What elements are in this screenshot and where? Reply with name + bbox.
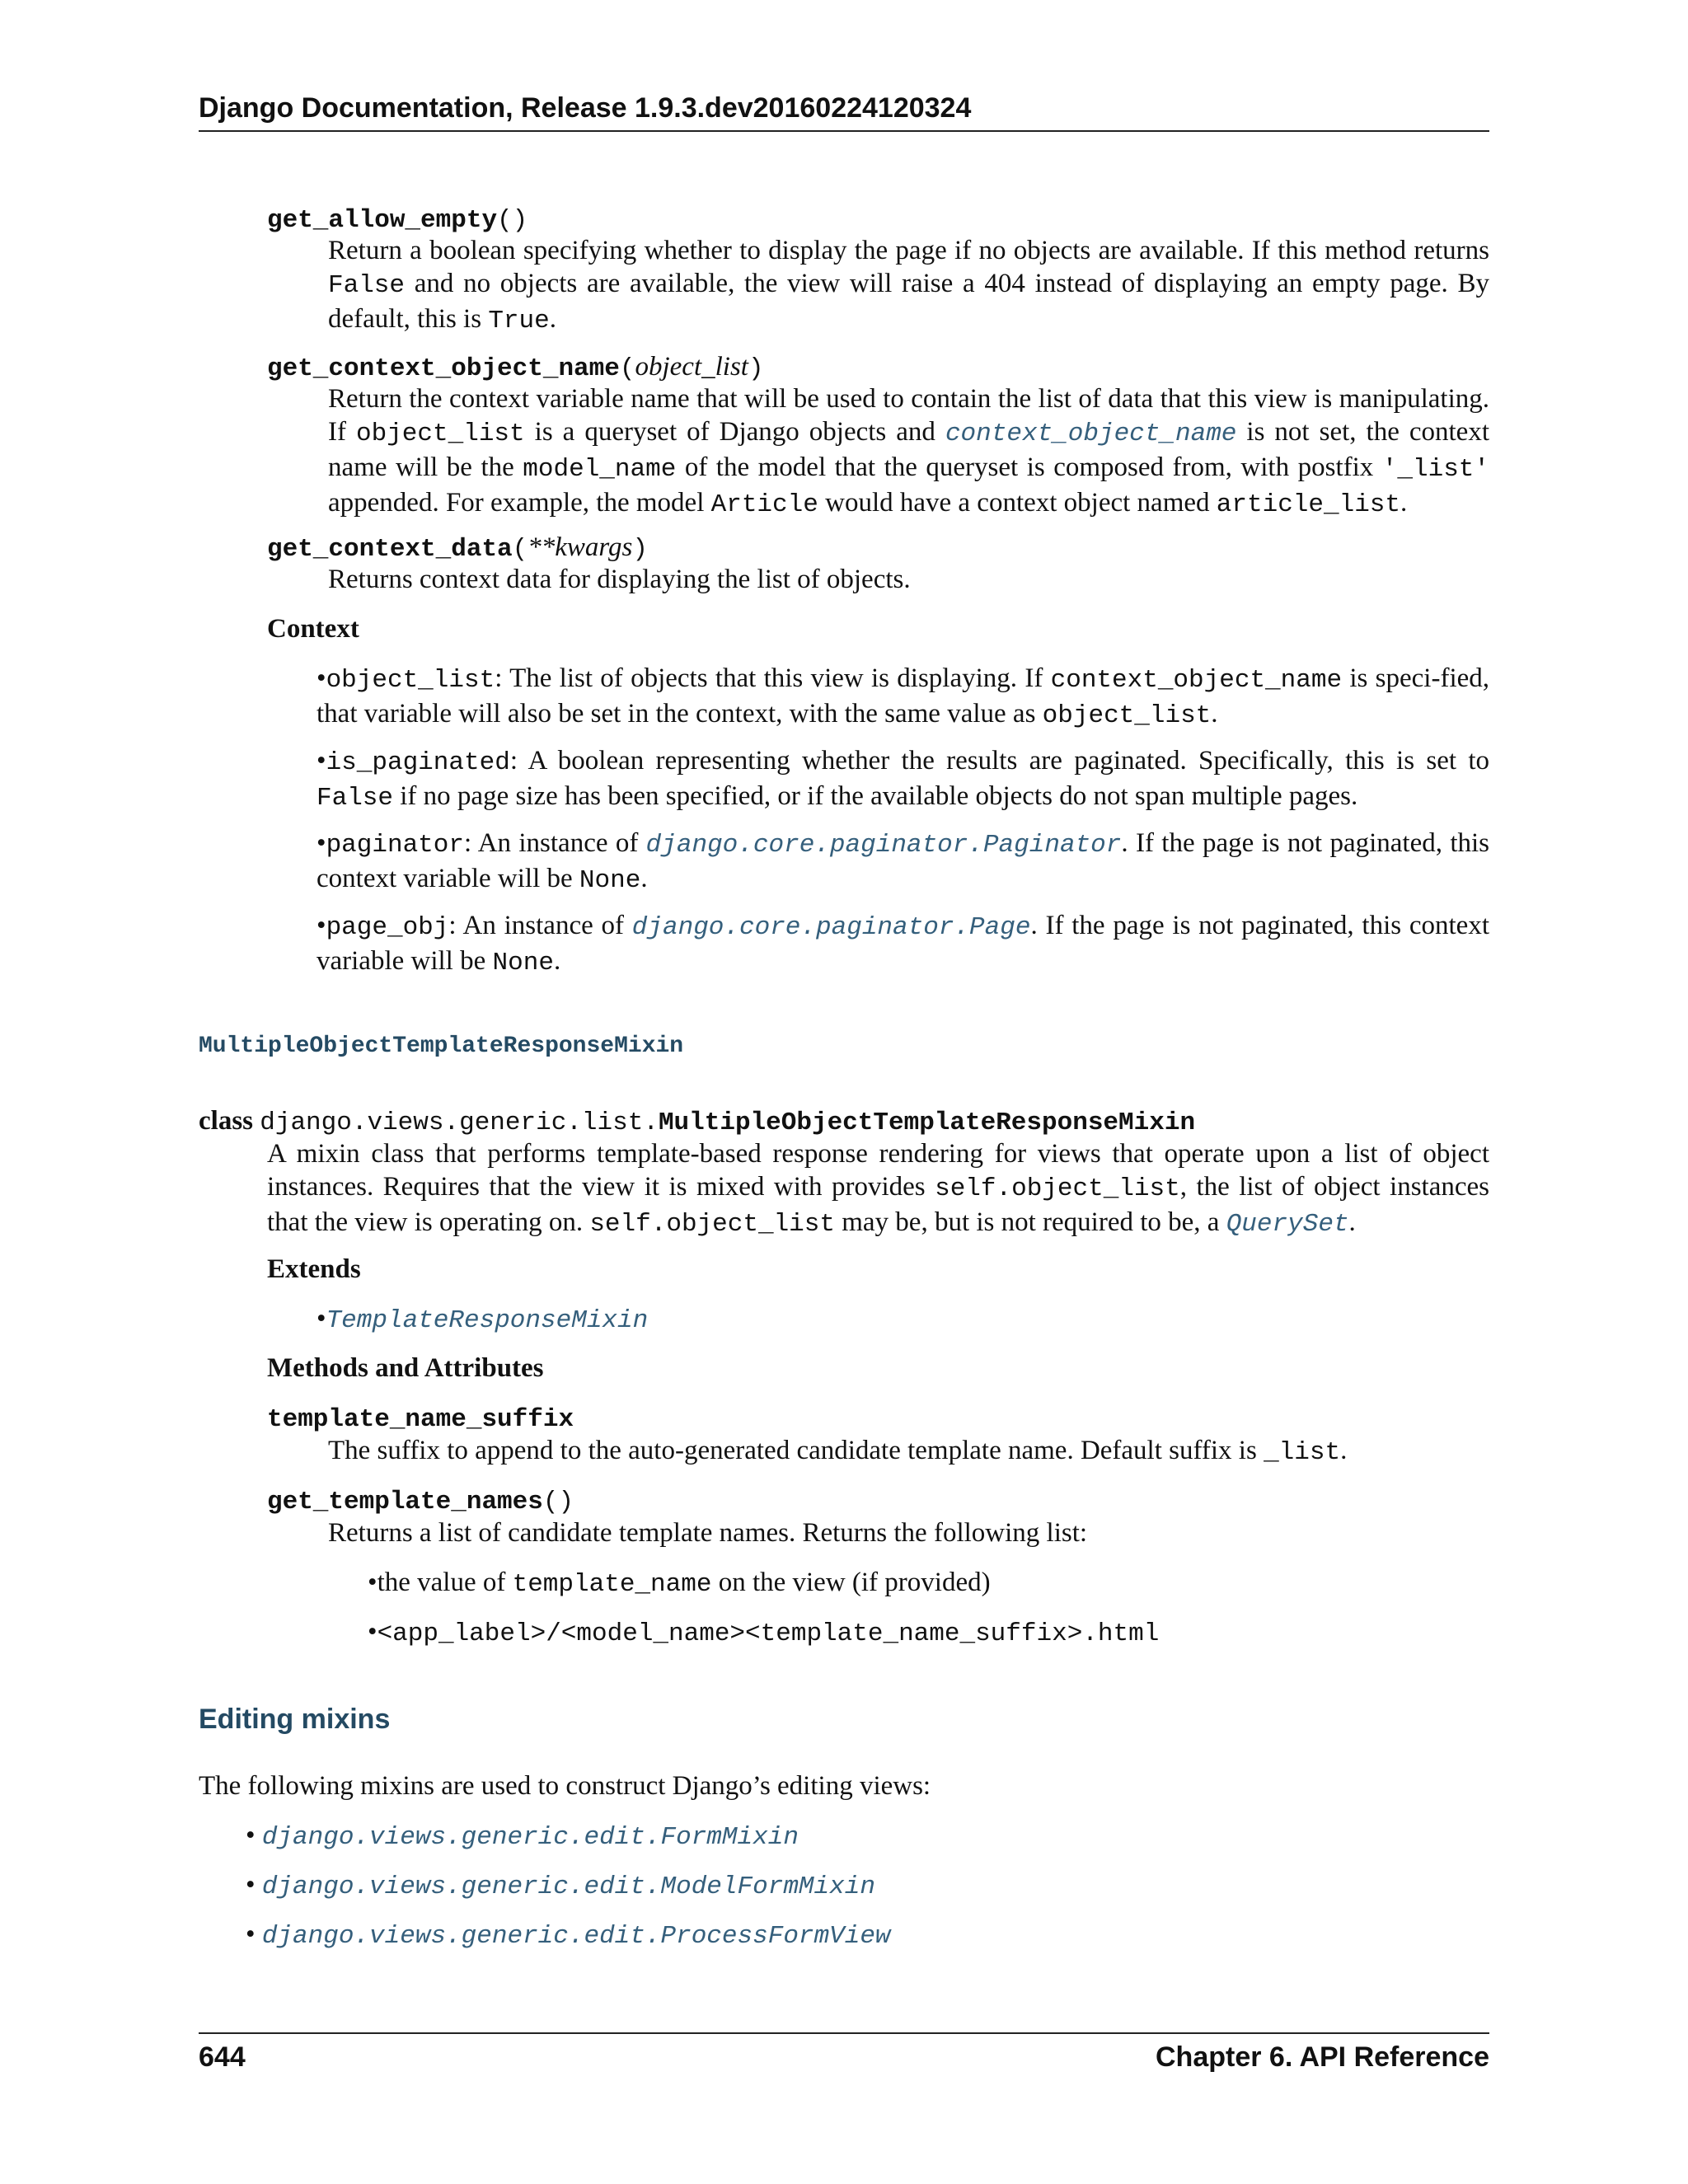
header-rule [199,130,1489,132]
link-paginator[interactable]: django.core.paginator.Paginator [645,831,1122,860]
list-item: • django.views.generic.edit.ProcessFormView [246,1919,891,1951]
list-item: •TemplateResponseMixin [316,1304,649,1335]
context-heading: Context [267,614,359,644]
class-signature: class django.views.generic.list.MultipleObjectTemplateResponseMixin [199,1106,1196,1137]
method-description-get-context-data: Returns context data for displaying the list of objects. [328,565,911,594]
attribute-description-template-name-suffix: The suffix to append to the auto-generated candidate template name. Default suffix is _list. [328,1436,1348,1467]
footer-rule [199,2032,1489,2034]
list-item: • django.views.generic.edit.FormMixin [246,1821,799,1852]
running-footer [199,2041,1489,2074]
page-number: 644 [199,2041,246,2073]
list-item: •<app_label>/<model_name><template_name_suffix>.html [368,1617,1160,1648]
list-item: •paginator: An instance of django.core.paginator.Paginator. If the page is not paginated, this context variable will be None. [316,828,1489,895]
method-description-get-context-object-name: Return the context variable name that will be used to contain the list of data that this view is manipulating. If object_list is a queryset of Django objects and context_object_name is not set, the context name will be the model_name of the model that the queryset is composed from, with postfix '_list' appended. For example, the model Article would have a context object named article_list. [328,384,1490,519]
link-form-mixin[interactable]: django.views.generic.edit.FormMixin [261,1823,799,1852]
link-process-form-view[interactable]: django.views.generic.edit.ProcessFormView [261,1922,891,1951]
link-model-form-mixin[interactable]: django.views.generic.edit.ModelFormMixin [261,1872,875,1901]
list-item: • django.views.generic.edit.ModelFormMixin [246,1870,875,1901]
editing-intro: The following mixins are used to construct Django’s editing views: [199,1771,931,1801]
list-item: •the value of template_name on the view (if provided) [368,1568,991,1599]
method-signature-get-allow-empty: get_allow_empty() [267,206,528,235]
section-anchor-title[interactable]: MultipleObjectTemplateResponseMixin [199,1033,684,1059]
method-description-get-allow-empty: Return a boolean specifying whether to display the page if no objects are available. If this method returns False and no objects are available, the view will raise a 404 instead of displaying an empty page. By default, this is True. [328,236,1489,335]
method-signature-get-context-data: get_context_data(**kwargs) [267,532,648,564]
class-description: A mixin class that performs template-based response rendering for views that operate upon a list of object instances. Requires that the view it is mixed with provides self.object_list, the list of object instances that the view is operating on. self.object_list may be, but is not required to be, a QuerySet. [267,1139,1489,1239]
list-item: •page_obj: An instance of django.core.paginator.Page. If the page is not paginated, this context variable will be None. [316,911,1490,977]
methods-heading: Methods and Attributes [267,1353,544,1383]
section-title-editing-mixins[interactable]: Editing mixins [199,1704,391,1735]
extends-heading: Extends [267,1254,361,1284]
running-header: Django Documentation, Release 1.9.3.dev20160224120324 [199,92,972,124]
method-signature-get-template-names: get_template_names() [267,1488,574,1516]
link-context-object-name[interactable]: context_object_name [945,419,1237,448]
method-signature-get-context-object-name: get_context_object_name(object_list) [267,352,764,383]
list-item: •is_paginated: A boolean representing whether the results are paginated. Specifically, this is set to False if no page size has been specified, or if the available objects do not span multiple pages. [316,746,1489,813]
method-description-get-template-names: Returns a list of candidate template names. Returns the following list: [328,1518,1088,1548]
chapter-title: Chapter 6. API Reference [1156,2041,1489,2073]
attribute-signature-template-name-suffix: template_name_suffix [267,1405,574,1434]
link-page[interactable]: django.core.paginator.Page [631,913,1031,942]
link-template-response-mixin[interactable]: TemplateResponseMixin [326,1306,649,1335]
list-item: •object_list: The list of objects that this view is displaying. If context_object_name is speci-fied, that variable will also be set in the context, with the same value as object_list. [316,663,1490,730]
link-queryset[interactable]: QuerySet [1226,1210,1349,1239]
